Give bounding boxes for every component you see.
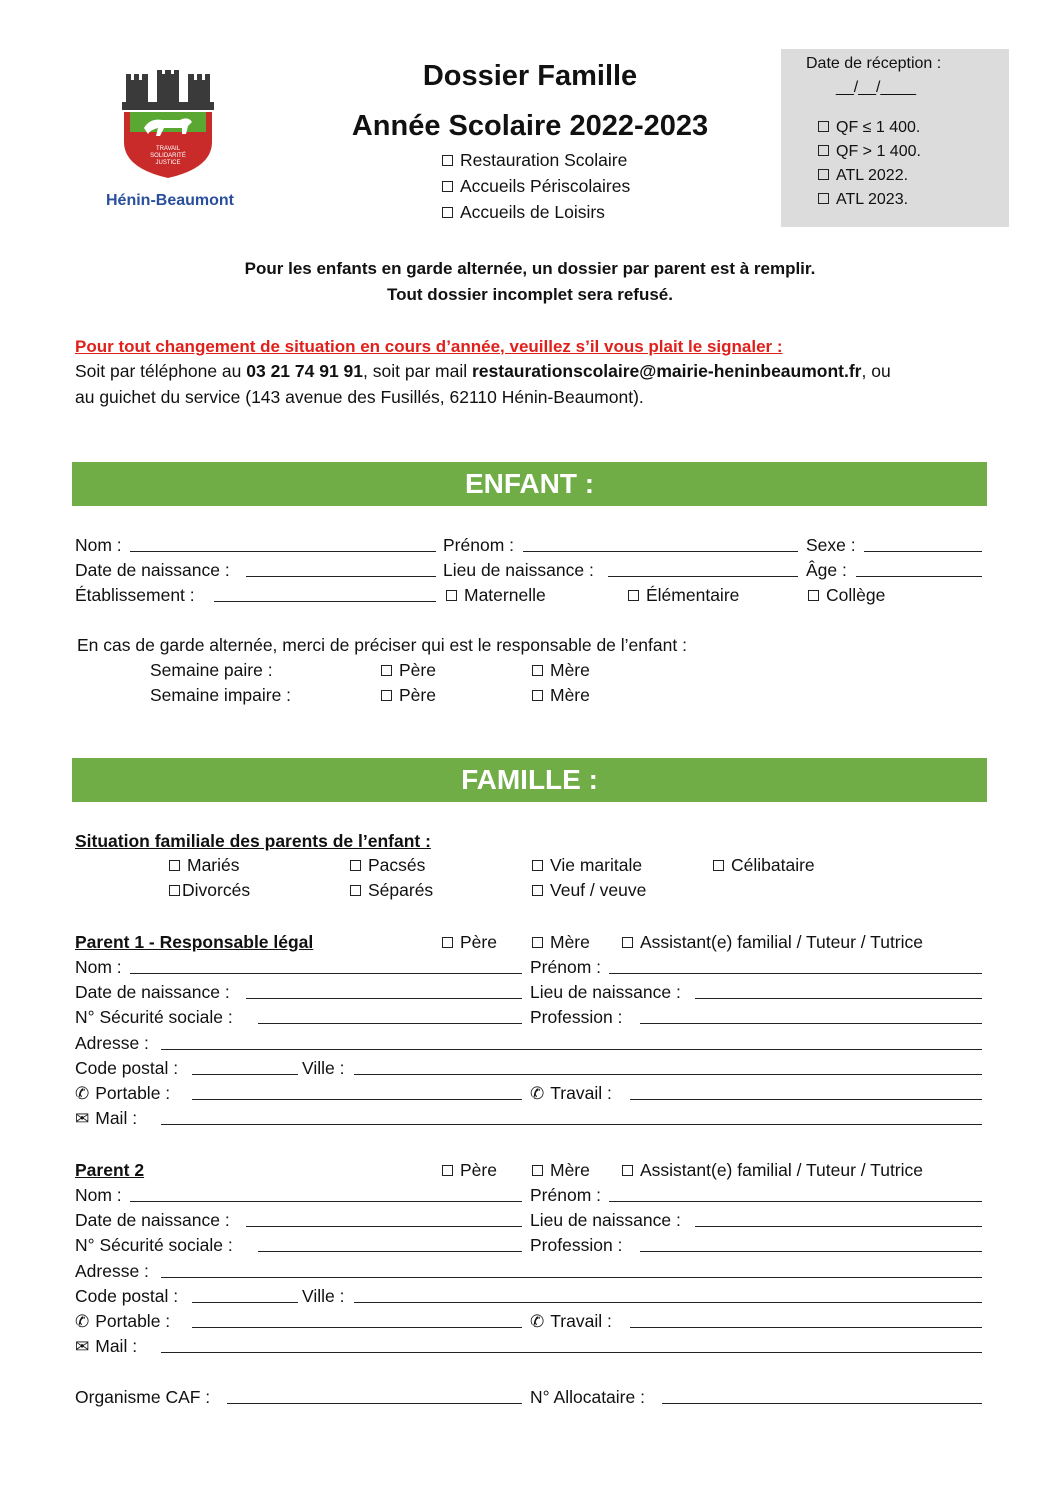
caf-label: Organisme CAF :: [75, 1387, 211, 1407]
enfant-etab-field[interactable]: [214, 601, 436, 602]
phone-icon: ✆: [530, 1312, 545, 1331]
parent1-title: Parent 1 - Responsable légal: [75, 932, 314, 952]
level-maternelle[interactable]: Maternelle: [446, 587, 546, 605]
motto-1: TRAVAIL: [155, 146, 181, 152]
checkbox[interactable]: [442, 181, 453, 192]
p1-adresse-label: Adresse :: [75, 1033, 149, 1053]
checkbox[interactable]: [350, 885, 361, 896]
checkbox[interactable]: [532, 690, 543, 701]
enfant-prenom-label: Prénom :: [443, 535, 514, 555]
p2-secu-field[interactable]: [258, 1251, 522, 1252]
p1-lieu-label: Lieu de naissance :: [530, 982, 681, 1002]
p2-prenom-field[interactable]: [609, 1201, 982, 1202]
p2-dob-label: Date de naissance :: [75, 1210, 230, 1230]
checkbox[interactable]: [713, 860, 724, 871]
checkbox[interactable]: [532, 860, 543, 871]
allocataire-field[interactable]: [662, 1403, 982, 1404]
p2-portable-field[interactable]: [192, 1327, 522, 1328]
p2-profession-label: Profession :: [530, 1235, 623, 1255]
parent1-role-tuteur[interactable]: Assistant(e) familial / Tuteur / Tutrice: [622, 934, 923, 952]
p2-adresse-field[interactable]: [161, 1277, 982, 1278]
city-logo: [106, 70, 234, 215]
phone-icon: ✆: [75, 1312, 90, 1331]
envelope-icon: ✉: [75, 1337, 90, 1356]
parent2-role-mere[interactable]: Mère: [532, 1162, 590, 1180]
situation-veuf[interactable]: Veuf / veuve: [532, 882, 646, 900]
enfant-nom-field[interactable]: [130, 551, 436, 552]
notice-line-2: Tout dossier incomplet sera refusé.: [387, 285, 673, 304]
enfant-etab-label: Établissement :: [75, 585, 195, 605]
enfant-nom-label: Nom :: [75, 535, 122, 555]
situation-maries[interactable]: Mariés: [169, 857, 240, 875]
p1-mail-label: ✉ Mail :: [75, 1108, 138, 1128]
checkbox[interactable]: [628, 590, 639, 601]
p1-profession-field[interactable]: [640, 1023, 982, 1024]
section-enfant-header: ENFANT :: [72, 462, 987, 506]
allocataire-label: N° Allocataire :: [530, 1387, 645, 1407]
p2-adresse-label: Adresse :: [75, 1261, 149, 1281]
caf-field[interactable]: [227, 1403, 522, 1404]
paire-mere[interactable]: Mère: [532, 662, 590, 680]
p1-nom-label: Nom :: [75, 957, 122, 977]
p2-lieu-label: Lieu de naissance :: [530, 1210, 681, 1230]
p1-adresse-field[interactable]: [161, 1049, 982, 1050]
section-famille-header: FAMILLE :: [72, 758, 987, 802]
p1-cp-label: Code postal :: [75, 1058, 179, 1078]
contact-email[interactable]: restaurationscolaire@mairie-heninbeaumont.fr: [471, 361, 862, 381]
change-text-2: au guichet du service (143 avenue des Fusillés, 62110 Hénin-Beaumont).: [75, 387, 644, 407]
p1-prenom-label: Prénom :: [530, 957, 601, 977]
impaire-pere[interactable]: Père: [381, 687, 436, 705]
contact-phone[interactable]: 03 21 74 91 91: [246, 361, 364, 381]
checkbox[interactable]: [532, 665, 543, 676]
service-periscolaire[interactable]: Accueils Périscolaires: [442, 178, 630, 196]
checkbox[interactable]: [442, 207, 453, 218]
service-loisirs[interactable]: Accueils de Loisirs: [442, 204, 605, 222]
checkbox[interactable]: [808, 590, 819, 601]
p2-nom-field[interactable]: [130, 1201, 522, 1202]
checkbox[interactable]: [532, 1165, 543, 1176]
p1-travail-field[interactable]: [630, 1099, 982, 1100]
reception-atl-2023[interactable]: ATL 2023.: [818, 192, 908, 208]
motto-2: SOLIDARITÉ: [150, 153, 186, 159]
checkbox[interactable]: [381, 665, 392, 676]
parent1-role-pere[interactable]: Père: [442, 934, 497, 952]
reception-date[interactable]: __/__/____: [836, 79, 917, 96]
checkbox[interactable]: [350, 860, 361, 871]
checkbox[interactable]: [442, 1165, 453, 1176]
motto-3: JUSTICE: [155, 160, 181, 166]
p1-mail-field[interactable]: [161, 1124, 982, 1125]
enfant-dob-label: Date de naissance :: [75, 560, 230, 580]
situation-title: Situation familiale des parents de l’enfant :: [75, 831, 431, 851]
enfant-dob-field[interactable]: [246, 576, 436, 577]
p2-cp-label: Code postal :: [75, 1286, 179, 1306]
checkbox[interactable]: [818, 121, 829, 132]
p2-dob-field[interactable]: [246, 1226, 522, 1227]
enfant-sexe-field[interactable]: [864, 551, 982, 552]
garde-text: En cas de garde alternée, merci de préciser qui est le responsable de l’enfant :: [77, 635, 687, 655]
p1-ville-label: Ville :: [302, 1058, 345, 1078]
school-year-title: Année Scolaire 2022-2023: [351, 110, 709, 142]
p1-travail-label: ✆ Travail :: [530, 1083, 612, 1103]
reception-qf-high[interactable]: QF > 1 400.: [818, 144, 921, 160]
checkbox[interactable]: [169, 885, 180, 896]
p2-mail-label: ✉ Mail :: [75, 1336, 138, 1356]
p1-portable-field[interactable]: [192, 1099, 522, 1100]
parent2-role-pere[interactable]: Père: [442, 1162, 497, 1180]
situation-celibataire[interactable]: Célibataire: [713, 857, 815, 875]
phone-icon: ✆: [75, 1084, 90, 1103]
checkbox[interactable]: [818, 145, 829, 156]
p2-nom-label: Nom :: [75, 1185, 122, 1205]
semaine-impaire-label: Semaine impaire :: [150, 685, 292, 705]
p2-secu-label: N° Sécurité sociale :: [75, 1235, 233, 1255]
reception-box: [781, 49, 1009, 227]
city-name: Hénin-Beaumont: [106, 192, 234, 209]
level-college[interactable]: Collège: [808, 587, 885, 605]
p2-travail-label: ✆ Travail :: [530, 1311, 612, 1331]
situation-divorces[interactable]: Divorcés: [169, 882, 250, 900]
p1-dob-label: Date de naissance :: [75, 982, 230, 1002]
enfant-lieu-field[interactable]: [608, 576, 798, 577]
checkbox[interactable]: [169, 860, 180, 871]
document-title: Dossier Famille: [422, 60, 638, 92]
enfant-sexe-label: Sexe :: [806, 535, 856, 555]
semaine-paire-label: Semaine paire :: [150, 660, 273, 680]
checkbox[interactable]: [818, 169, 829, 180]
checkbox[interactable]: [446, 590, 457, 601]
phone-icon: ✆: [530, 1084, 545, 1103]
p1-secu-label: N° Sécurité sociale :: [75, 1007, 233, 1027]
parent2-title: Parent 2: [75, 1160, 145, 1180]
p1-profession-label: Profession :: [530, 1007, 623, 1027]
p2-ville-field[interactable]: [354, 1302, 982, 1303]
p2-lieu-field[interactable]: [695, 1226, 982, 1227]
service-restauration[interactable]: Restauration Scolaire: [442, 152, 627, 170]
level-elementaire[interactable]: Élémentaire: [628, 587, 739, 605]
p1-portable-label: ✆ Portable :: [75, 1083, 171, 1103]
change-text-1: Soit par téléphone au 03 21 74 91 91, soit par mail restaurationscolaire@mairie-heninbeaumont.fr, ou: [75, 361, 891, 381]
checkbox[interactable]: [622, 1165, 633, 1176]
p2-mail-field[interactable]: [161, 1352, 982, 1353]
impaire-mere[interactable]: Mère: [532, 687, 590, 705]
paire-pere[interactable]: Père: [381, 662, 436, 680]
enfant-age-field[interactable]: [856, 576, 982, 577]
p1-lieu-field[interactable]: [695, 998, 982, 999]
p2-cp-field[interactable]: [192, 1302, 298, 1303]
p2-ville-label: Ville :: [302, 1286, 345, 1306]
checkbox[interactable]: [442, 155, 453, 166]
p1-prenom-field[interactable]: [609, 973, 982, 974]
p2-prenom-label: Prénom :: [530, 1185, 601, 1205]
reception-qf-low[interactable]: QF ≤ 1 400.: [818, 120, 920, 136]
parent2-role-tuteur[interactable]: Assistant(e) familial / Tuteur / Tutrice: [622, 1162, 923, 1180]
p1-ville-field[interactable]: [354, 1074, 982, 1075]
p2-profession-field[interactable]: [640, 1251, 982, 1252]
coat-of-arms-icon: [108, 70, 228, 180]
p1-cp-field[interactable]: [192, 1074, 298, 1075]
notice-line-1: Pour les enfants en garde alternée, un dossier par parent est à remplir.: [244, 259, 816, 278]
change-heading: Pour tout changement de situation en cours d’année, veuillez s’il vous plait le signaler :: [75, 337, 783, 356]
p2-portable-label: ✆ Portable :: [75, 1311, 171, 1331]
envelope-icon: ✉: [75, 1109, 90, 1128]
checkbox[interactable]: [818, 193, 829, 204]
situation-pacses[interactable]: Pacsés: [350, 857, 425, 875]
p1-secu-field[interactable]: [258, 1023, 522, 1024]
situation-vie-maritale[interactable]: Vie maritale: [532, 857, 642, 875]
checkbox[interactable]: [381, 690, 392, 701]
situation-separes[interactable]: Séparés: [350, 882, 433, 900]
reception-atl-2022[interactable]: ATL 2022.: [818, 168, 908, 184]
p1-dob-field[interactable]: [246, 998, 522, 999]
parent1-role-mere[interactable]: Mère: [532, 934, 590, 952]
enfant-prenom-field[interactable]: [523, 551, 798, 552]
reception-label: Date de réception :: [806, 55, 942, 72]
checkbox[interactable]: [622, 937, 633, 948]
checkbox[interactable]: [442, 937, 453, 948]
enfant-age-label: Âge :: [806, 560, 847, 580]
p1-nom-field[interactable]: [130, 973, 522, 974]
enfant-lieu-label: Lieu de naissance :: [443, 560, 594, 580]
checkbox[interactable]: [532, 937, 543, 948]
checkbox[interactable]: [532, 885, 543, 896]
p2-travail-field[interactable]: [630, 1327, 982, 1328]
